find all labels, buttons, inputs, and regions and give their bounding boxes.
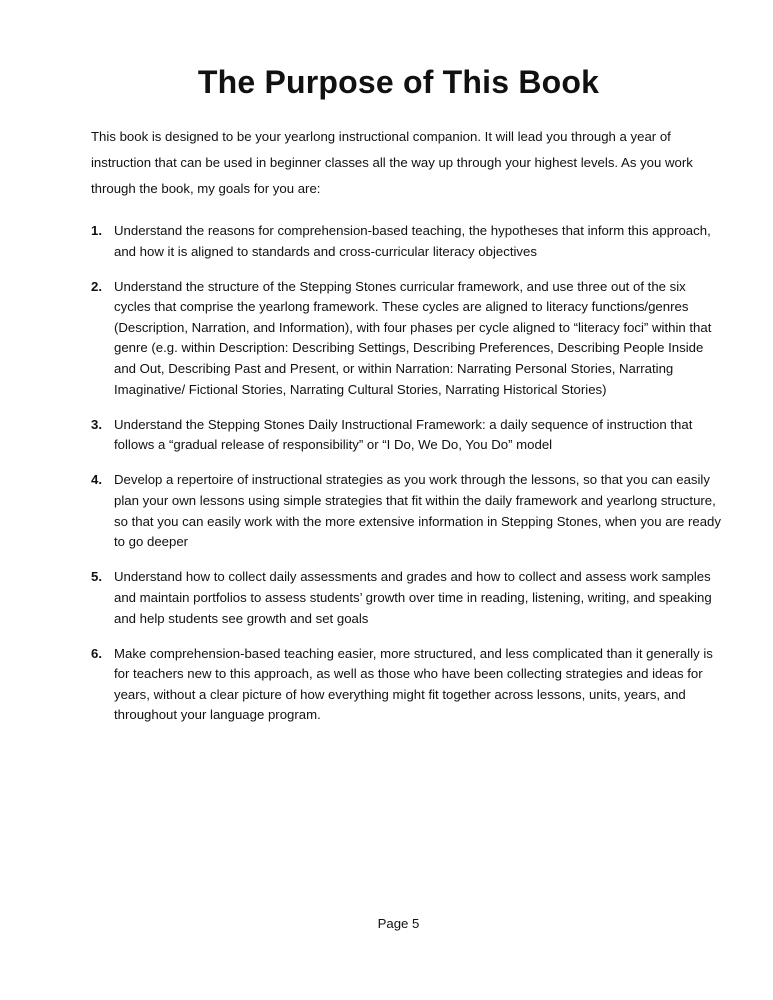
goal-number: 3. [91,416,102,432]
goal-item-2 [91,277,721,401]
goal-item-3 [91,415,721,456]
goal-number: 1. [91,223,102,238]
goal-item-6 [91,644,721,726]
goal-text: Make comprehension-based teaching easier, more structured, and less complicated than it generally is for teachers new to this approach, as well as those who have been collecting strategies and ideas for years, without a clear picture of how everything might fit together across lessons, units, years, and throughout your language program. [114,645,713,723]
intro-paragraph: This book is designed to be your yearlong instructional companion. It will lead you through a year of instruction that can be used in beginner classes all the way up through your highest levels. As you work through the book, my goals for you are: [91,129,693,196]
goal-text: Understand the structure of the Stepping Stones curricular framework, and use three out of the six cycles that comprise the yearlong framework. These cycles are aligned to literacy functions/genres (Description, Narration, and Information), with four phases per cycle aligned to “literacy foci” within that genre (e.g. within Description: Describing Settings, Describing Preferences, Describing People Inside and Out, Describing Past and Present, or within Narration: Narrating Personal Stories, Narrating Imaginative/ Fictional Stories, Narrating Cultural Stories, Narrating Historical Stories) [114,278,712,397]
page-number: Page 5 [377,916,420,931]
goal-text: Understand how to collect daily assessments and grades and how to collect and assess work samples and maintain portfolios to assess students’ growth over time in reading, listening, writing, and speaking and help students see growth and set goals [114,569,712,626]
page-title: The Purpose of This Book [197,64,600,100]
goal-text: Understand the reasons for comprehension-based teaching, the hypotheses that inform this approach, and how it is aligned to standards and cross-curricular literacy objectives [114,223,711,259]
goals-list [91,221,721,740]
goal-item-4 [91,470,721,552]
goal-text: Understand the Stepping Stones Daily Instructional Framework: a daily sequence of instruction that follows a “gradual release of responsibility” or “I Do, We Do, You Do” model [114,416,693,453]
goal-item-5 [91,567,721,629]
goal-number: 2. [91,278,102,294]
goal-number: 5. [91,569,102,585]
goal-text: Develop a repertoire of instructional strategies as you work through the lessons, so that you can easily plan your own lessons using simple strategies that fit within the daily framework and yearlong structure, so that you can easily work with the more extensive information in Stepping Stones, when you are ready to go deeper [114,472,721,550]
goal-item-1 [91,221,721,262]
goal-number: 6. [91,645,102,661]
goal-number: 4. [91,472,102,488]
